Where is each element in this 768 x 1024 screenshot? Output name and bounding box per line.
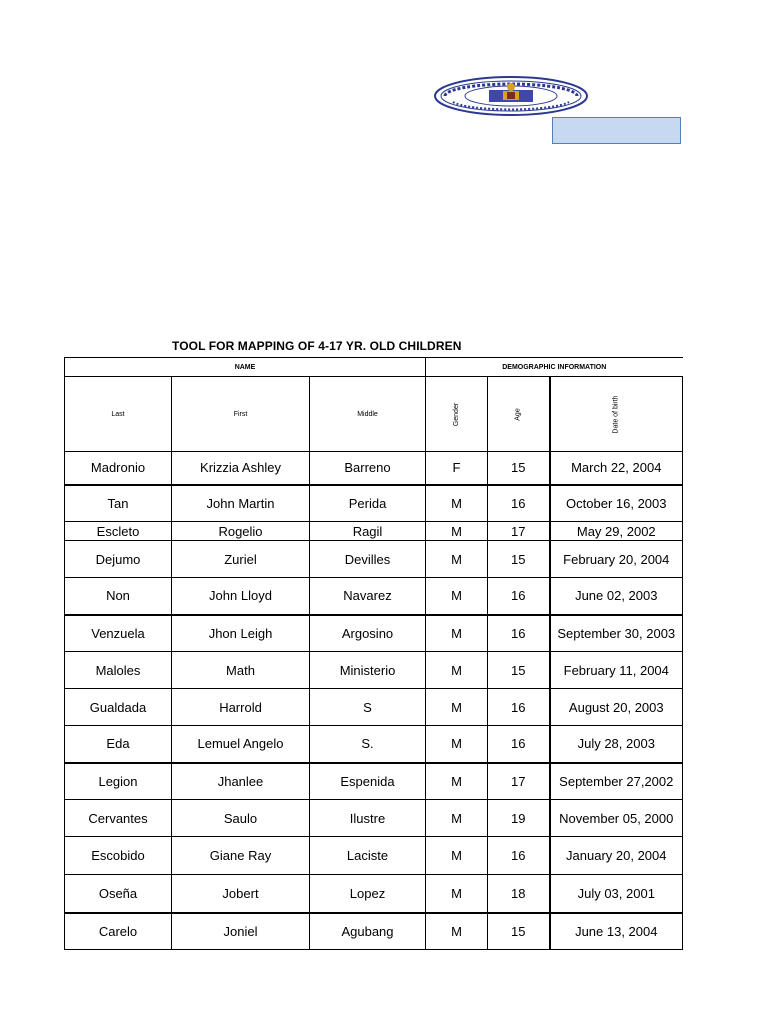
last-name-cell: Legion: [65, 763, 172, 800]
name-group-header: NAME: [65, 358, 426, 377]
last-name-cell: Carelo: [65, 913, 172, 950]
age-cell: 15: [488, 652, 550, 689]
table-row: [65, 875, 683, 913]
first-name-cell: Math: [172, 652, 310, 689]
table-row: [65, 485, 683, 522]
date-of-birth-cell: June 02, 2003: [550, 578, 683, 615]
last-name-cell: Cervantes: [65, 800, 172, 837]
gender-cell: M: [426, 763, 488, 800]
gender-cell: M: [426, 689, 488, 726]
first-name-cell: Lemuel Angelo: [172, 726, 310, 763]
children-mapping-table: [64, 357, 683, 950]
date-of-birth-cell: June 13, 2004: [550, 913, 683, 950]
gender-cell: M: [426, 541, 488, 578]
gender-cell: M: [426, 485, 488, 522]
age-cell: 16: [488, 578, 550, 615]
age-cell: 17: [488, 763, 550, 800]
age-cell: 15: [488, 452, 550, 485]
date-of-birth-cell: August 20, 2003: [550, 689, 683, 726]
first-name-cell: Giane Ray: [172, 837, 310, 875]
table-row: [65, 452, 683, 485]
date-of-birth-cell: February 20, 2004: [550, 541, 683, 578]
gender-cell: M: [426, 615, 488, 652]
age-cell: 16: [488, 689, 550, 726]
gender-cell: M: [426, 837, 488, 875]
age-cell: 17: [488, 522, 550, 541]
first-name-header: First: [172, 377, 310, 452]
middle-name-cell: Laciste: [310, 837, 426, 875]
first-name-cell: Jobert: [172, 875, 310, 913]
middle-name-cell: Argosino: [310, 615, 426, 652]
last-name-cell: Non: [65, 578, 172, 615]
middle-name-cell: Navarez: [310, 578, 426, 615]
last-name-cell: Oseña: [65, 875, 172, 913]
middle-name-cell: Ministerio: [310, 652, 426, 689]
first-name-cell: John Martin: [172, 485, 310, 522]
middle-name-cell: Devilles: [310, 541, 426, 578]
table-row: [65, 763, 683, 800]
gender-header: Gender: [453, 402, 461, 426]
table-row: [65, 615, 683, 652]
date-of-birth-cell: September 30, 2003: [550, 615, 683, 652]
middle-name-cell: Lopez: [310, 875, 426, 913]
date-of-birth-header: Date of birth: [612, 394, 620, 434]
gender-cell: M: [426, 578, 488, 615]
age-cell: 16: [488, 837, 550, 875]
last-name-cell: Dejumo: [65, 541, 172, 578]
date-of-birth-cell: March 22, 2004: [550, 452, 683, 485]
middle-name-cell: Barreno: [310, 452, 426, 485]
demographic-group-header: DEMOGRAPHIC INFORMATION: [426, 358, 683, 377]
date-of-birth-cell: September 27,2002: [550, 763, 683, 800]
first-name-cell: Jhanlee: [172, 763, 310, 800]
last-name-cell: Tan: [65, 485, 172, 522]
table-row: [65, 652, 683, 689]
last-name-cell: Maloles: [65, 652, 172, 689]
page-title: TOOL FOR MAPPING OF 4-17 YR. OLD CHILDREN: [172, 339, 462, 353]
table-row: [65, 800, 683, 837]
age-cell: 15: [488, 541, 550, 578]
first-name-cell: Krizzia Ashley: [172, 452, 310, 485]
date-of-birth-cell: February 11, 2004: [550, 652, 683, 689]
first-name-cell: Zuriel: [172, 541, 310, 578]
table-row: [65, 726, 683, 763]
last-name-cell: Escobido: [65, 837, 172, 875]
table-row: [65, 689, 683, 726]
table-row: [65, 541, 683, 578]
age-cell: 15: [488, 913, 550, 950]
date-of-birth-cell: October 16, 2003: [550, 485, 683, 522]
middle-name-cell: S: [310, 689, 426, 726]
first-name-cell: Rogelio: [172, 522, 310, 541]
last-name-cell: Eda: [65, 726, 172, 763]
table-row: [65, 837, 683, 875]
table-body: [65, 452, 683, 950]
last-name-cell: Venzuela: [65, 615, 172, 652]
gender-cell: M: [426, 726, 488, 763]
date-of-birth-cell: May 29, 2002: [550, 522, 683, 541]
age-cell: 18: [488, 875, 550, 913]
first-name-cell: Jhon Leigh: [172, 615, 310, 652]
gender-cell: M: [426, 913, 488, 950]
middle-name-cell: Espenida: [310, 763, 426, 800]
middle-name-cell: Ragil: [310, 522, 426, 541]
date-of-birth-cell: July 28, 2003: [550, 726, 683, 763]
last-name-cell: Gualdada: [65, 689, 172, 726]
first-name-cell: Saulo: [172, 800, 310, 837]
table-row: [65, 522, 683, 541]
first-name-cell: John Lloyd: [172, 578, 310, 615]
gender-cell: M: [426, 875, 488, 913]
middle-name-cell: S.: [310, 726, 426, 763]
first-name-cell: Joniel: [172, 913, 310, 950]
last-name-cell: Madronio: [65, 452, 172, 485]
middle-name-cell: Ilustre: [310, 800, 426, 837]
table-row: [65, 913, 683, 950]
table-row: [65, 578, 683, 615]
middle-name-header: Middle: [310, 377, 426, 452]
deped-seal-icon: [433, 76, 589, 116]
last-name-header: Last: [65, 377, 172, 452]
age-cell: 16: [488, 726, 550, 763]
middle-name-cell: Agubang: [310, 913, 426, 950]
gender-cell: M: [426, 522, 488, 541]
date-of-birth-cell: November 05, 2000: [550, 800, 683, 837]
age-cell: 16: [488, 615, 550, 652]
middle-name-cell: Perida: [310, 485, 426, 522]
age-header: Age: [514, 407, 522, 421]
date-of-birth-cell: July 03, 2001: [550, 875, 683, 913]
highlighted-cell: [552, 117, 681, 144]
gender-cell: F: [426, 452, 488, 485]
gender-cell: M: [426, 800, 488, 837]
age-cell: 16: [488, 485, 550, 522]
age-cell: 19: [488, 800, 550, 837]
last-name-cell: Escleto: [65, 522, 172, 541]
date-of-birth-cell: January 20, 2004: [550, 837, 683, 875]
first-name-cell: Harrold: [172, 689, 310, 726]
gender-cell: M: [426, 652, 488, 689]
